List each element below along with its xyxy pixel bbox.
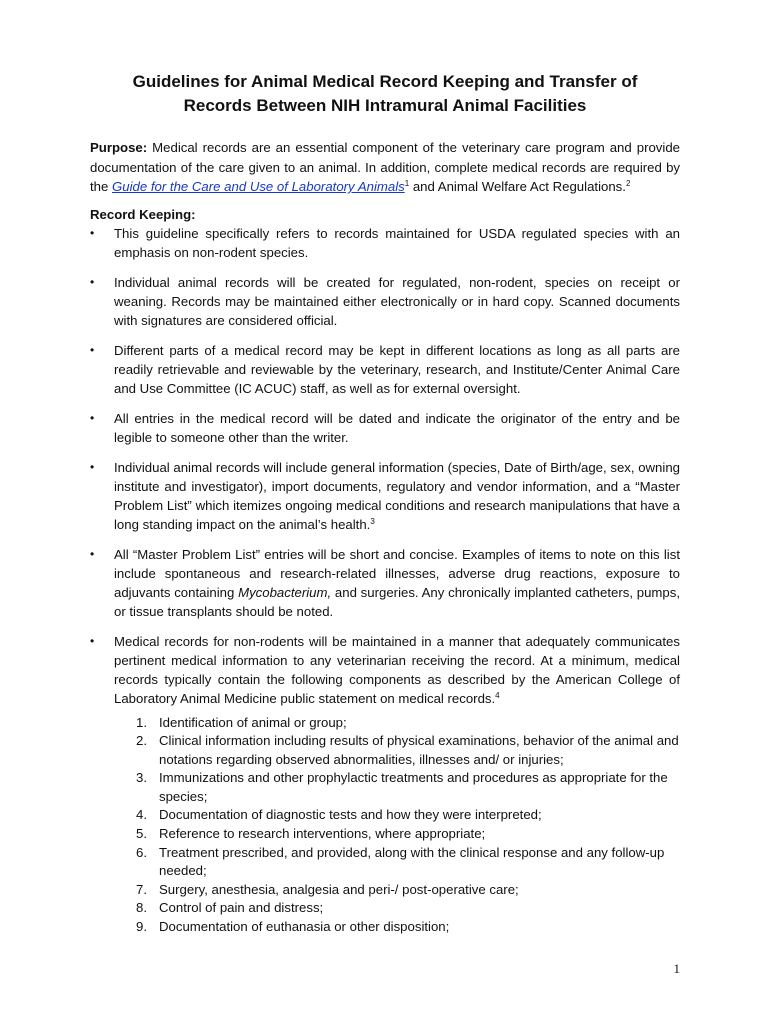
component-number: 9. [136, 919, 147, 935]
bullet-icon: • [90, 410, 95, 425]
list-item [90, 341, 680, 398]
purpose-paragraph [90, 138, 680, 197]
list-item-text: All entries in the medical record will be dated and indicate the originator of the entry and be legible to someone other than the writer. [114, 410, 680, 445]
component-text: Identification of animal or group; [159, 714, 347, 730]
purpose-label: Purpose: [90, 140, 148, 155]
bullet-icon: • [90, 274, 95, 289]
component-number: 4. [136, 807, 147, 823]
component-number: 5. [136, 826, 147, 842]
component-number: 6. [136, 844, 147, 860]
page-number: 1 [673, 961, 680, 976]
list-item-text: All “Master Problem List” entries will be short and concise. Examples of items to note on this list include spontaneous and research-related illnesses, adverse drug reactions, exposure to adjuvants containing [114, 546, 680, 600]
component-item [114, 899, 680, 918]
component-text: Documentation of euthanasia or other disposition; [159, 919, 450, 935]
list-item-text: Individual animal records will be created for regulated, non-rodent, species on receipt or weaning. Records may be maintained either electronically or in hard copy. Scanned documents with signatures are considered official. [114, 274, 680, 328]
guide-link[interactable]: Guide for the Care and Use of Laboratory Animals [112, 179, 405, 194]
bullet-icon: • [90, 225, 95, 240]
bullet-icon: • [90, 342, 95, 357]
component-text: Surgery, anesthesia, analgesia and peri-/ post-operative care; [159, 881, 519, 897]
footnote-ref-3: 3 [370, 516, 375, 526]
component-item [114, 806, 680, 825]
bullet-icon: • [90, 459, 95, 474]
title-line-2: Records Between NIH Intramural Animal Facilities [183, 96, 587, 115]
list-item [90, 224, 680, 262]
component-item [114, 918, 680, 937]
component-item [114, 714, 680, 733]
list-item-text: Medical records for non-rodents will be maintained in a manner that adequately communicates pertinent medical information to any veterinarian receiving the record. At a minimum, medical records typically contain the following components as described by the American College of Laboratory Animal Medicine public statement on medical records. [114, 633, 680, 706]
list-item-text: Different parts of a medical record may be kept in different locations as long as all parts are readily retrievable and reviewable by the veterinary, research, and Institute/Center Animal Care and Use Committee (IC ACUC) staff, as well as for external oversight. [114, 342, 680, 396]
mycobacterium-term: Mycobacterium, [238, 584, 332, 600]
record-keeping-list [90, 224, 680, 937]
component-text: Immunizations and other prophylactic treatments and procedures as appropriate for the species; [159, 770, 668, 804]
list-item [90, 545, 680, 621]
component-text: Treatment prescribed, and provided, along with the clinical response and any follow-up needed; [159, 844, 665, 879]
component-text: Control of pain and distress; [159, 900, 324, 916]
component-text: Documentation of diagnostic tests and how they were interpreted; [159, 807, 542, 823]
list-item [90, 409, 680, 447]
document-title [90, 70, 680, 118]
list-item [90, 273, 680, 330]
title-line-1: Guidelines for Animal Medical Record Keeping and Transfer of [132, 72, 638, 91]
component-item [114, 825, 680, 844]
component-item [114, 881, 680, 900]
component-text: Reference to research interventions, where appropriate; [159, 826, 486, 842]
medical-record-components-list [114, 714, 680, 937]
purpose-text: Medical records are an essential component of the veterinary care program and provide documentation of the care given to an animal. In addition, complete medical records are required by the [90, 140, 680, 194]
footnote-ref-4: 4 [495, 690, 500, 700]
list-item-text: Individual animal records will include general information (species, Date of Birth/age, sex, owning institute and investigator), import documents, regulatory and vendor information, and a “Master Problem List” which itemizes ongoing medical conditions and research manipulations that have a long standing impact on the animal’s health. [114, 459, 680, 532]
list-item [90, 632, 680, 937]
component-number: 8. [136, 900, 147, 916]
bullet-icon: • [90, 546, 95, 561]
component-number: 3. [136, 770, 147, 786]
list-item [90, 458, 680, 534]
component-text: Clinical information including results of physical examinations, behavior of the animal and notations regarding observed abnormalities, illnesses and/ or injuries; [159, 733, 679, 767]
list-item-text-end: and surgeries. Any chronically implanted catheters, pumps, or tissue transplants should be noted. [114, 584, 680, 619]
list-item-text: This guideline specifically refers to records maintained for USDA regulated species with an emphasis on non-rodent species. [114, 225, 680, 260]
component-item [114, 732, 680, 769]
bullet-icon: • [90, 633, 95, 648]
component-number: 2. [136, 733, 147, 749]
component-item [114, 844, 680, 881]
footnote-ref-1: 1 [404, 179, 410, 188]
record-keeping-heading: Record Keeping: [90, 206, 196, 222]
component-number: 1. [136, 714, 147, 730]
footnote-ref-2: 2 [625, 179, 631, 188]
component-item [114, 769, 680, 806]
purpose-text-end: and Animal Welfare Act Regulations. [409, 179, 626, 194]
component-number: 7. [136, 881, 147, 897]
